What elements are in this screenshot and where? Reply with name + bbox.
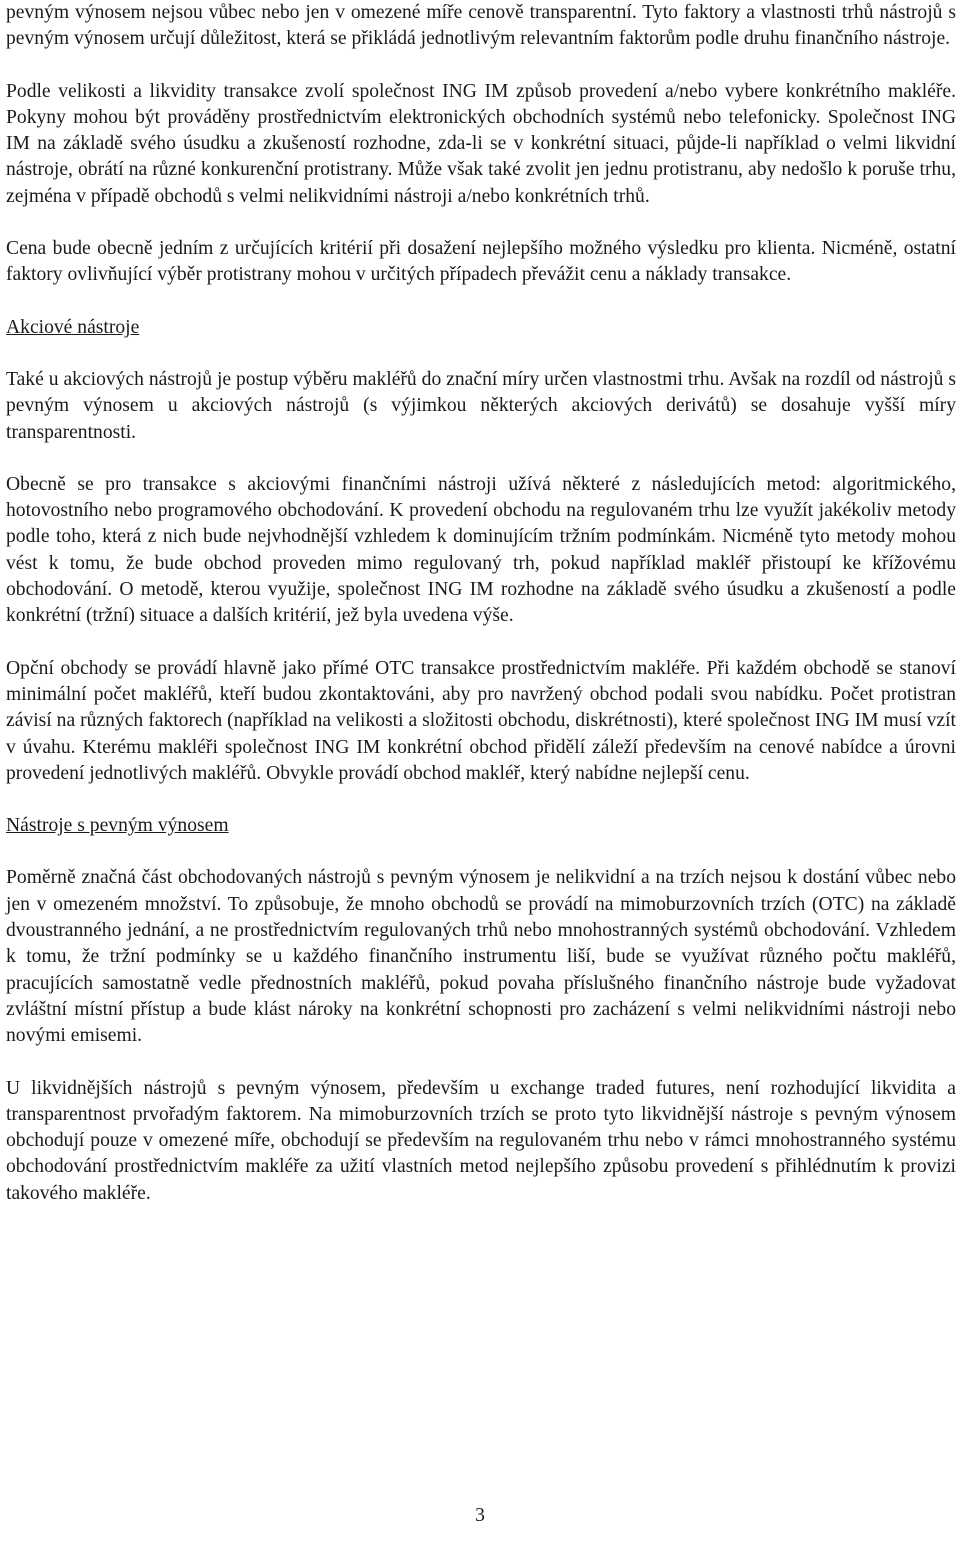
- paragraph: Cena bude obecně jedním z určujících kritérií při dosažení nejlepšího možného výsledku pro klienta. Nicméně, ostatní faktory ovlivňující výběr protistrany mohou v určitých případech převážit cenu a náklady transakce.: [6, 238, 956, 286]
- paragraph: pevným výnosem nejsou vůbec nebo jen v omezené míře cenově transparentní. Tyto faktory a vlastnosti trhů nástrojů s pevným výnosem určují důležitost, která se přikládá jednotlivým relevantním faktorům podle druhu finančního nástroje.: [6, 2, 956, 50]
- paragraph: Podle velikosti a likvidity transakce zvolí společnost ING IM způsob provedení a/nebo vybere konkrétního makléře. Pokyny mohou být prováděny prostřednictvím elektronických obchodních systémů nebo telefonicky. Společnost ING IM na základě svého úsudku a zkušeností rozhodne, zda-li se v konkrétní situaci, půjde-li například o velmi likvidní nástroje, obrátí na různé konkurenční protistrany. Může však také zvolit jen jednu protistranu, aby nedošlo k poruše trhu, zejména v případě obchodů s velmi nelikvidními nástroji a/nebo konkrétních trhů.: [6, 80, 956, 207]
- section-heading-fixed-income: Nástroje s pevným výnosem: [6, 815, 229, 837]
- paragraph: U likvidnějších nástrojů s pevným výnosem, především u exchange traded futures, není rozhodující likvidita a transparentnost prvořadým faktorem. Na mimoburzovních trzích se proto tyto likvidnější nástroje s pevným výnosem obchodují pouze v omezené míře, obchodují se především na regulovaném trhu nebo v rámci mnohostranného systému obchodování prostřednictvím makléře za užití vlastních metod nejlepšího způsobu provedení s přihlédnutím k provizi takového makléře.: [6, 1077, 956, 1204]
- paragraph: Opční obchody se provádí hlavně jako přímé OTC transakce prostřednictvím makléře. Při každém obchodě se stanoví minimální počet makléřů, kteří budou zkontaktováni, aby pro navržený obchod podali svou nabídku. Počet protistran závisí na různých faktorech (například na velikosti a složitosti obchodu, diskrétnosti), které společnost ING IM musí vzít v úvahu. Kterému makléři společnost ING IM konkrétní obchod přidělí záleží především na cenové nabídce a úrovni provedení jednotlivých makléřů. Obvykle provádí obchod makléř, který nabídne nejlepší cenu.: [6, 657, 956, 784]
- paragraph: Poměrně značná část obchodovaných nástrojů s pevným výnosem je nelikvidní a na trzích nejsou k dostání vůbec nebo jen v omezeném množství. To způsobuje, že mnoho obchodů se provádí na mimoburzovních trzích (OTC) na základě dvoustranného jednání, a ne prostřednictvím regulovaných trhů nebo mnohostranných systémů obchodování. Vzhledem k tomu, že tržní podmínky se u každého finančního instrumentu liší, bude se využívat různého počtu makléřů, pracujících samostatně vedle přednostních makléřů, pokud povaha příslušného finančního nástroje bude vyžadovat zvláštní místní přístup a bude klást nároky na konkrétní schopnosti pro zacházení s velmi nelikvidními nástroji nebo novými emisemi.: [6, 867, 956, 1047]
- document-page: [6, 0, 956, 1207]
- section-heading-equity: Akciové nástroje: [6, 316, 140, 338]
- paragraph: Obecně se pro transakce s akciovými finančními nástroji užívá některé z následujících metod: algoritmického, hotovostního nebo programového obchodování. K provedení obchodu na regulovaném trhu lze využít jakékoliv metody podle toho, která z nich bude nejvhodnější vzhledem k dominujícím tržním podmínkám. Nicméně tyto metody mohou vést k tomu, že bude obchod proveden mimo regulovaný trh, pokud například makléř přistoupí ke křížovému obchodování. O metodě, kterou využije, společnost ING IM rozhodne na základě svého úsudku a zkušeností a podle konkrétní (tržní) situace a dalších kritérií, jež byla uvedena výše.: [6, 473, 956, 627]
- paragraph: Také u akciových nástrojů je postup výběru makléřů do znační míry určen vlastnostmi trhu. Avšak na rozdíl od nástrojů s pevným výnosem u akciových nástrojů (s výjimkou některých akciových derivátů) se dosahuje vyšší míry transparentnosti.: [6, 368, 956, 443]
- page-number: 3: [475, 1505, 485, 1526]
